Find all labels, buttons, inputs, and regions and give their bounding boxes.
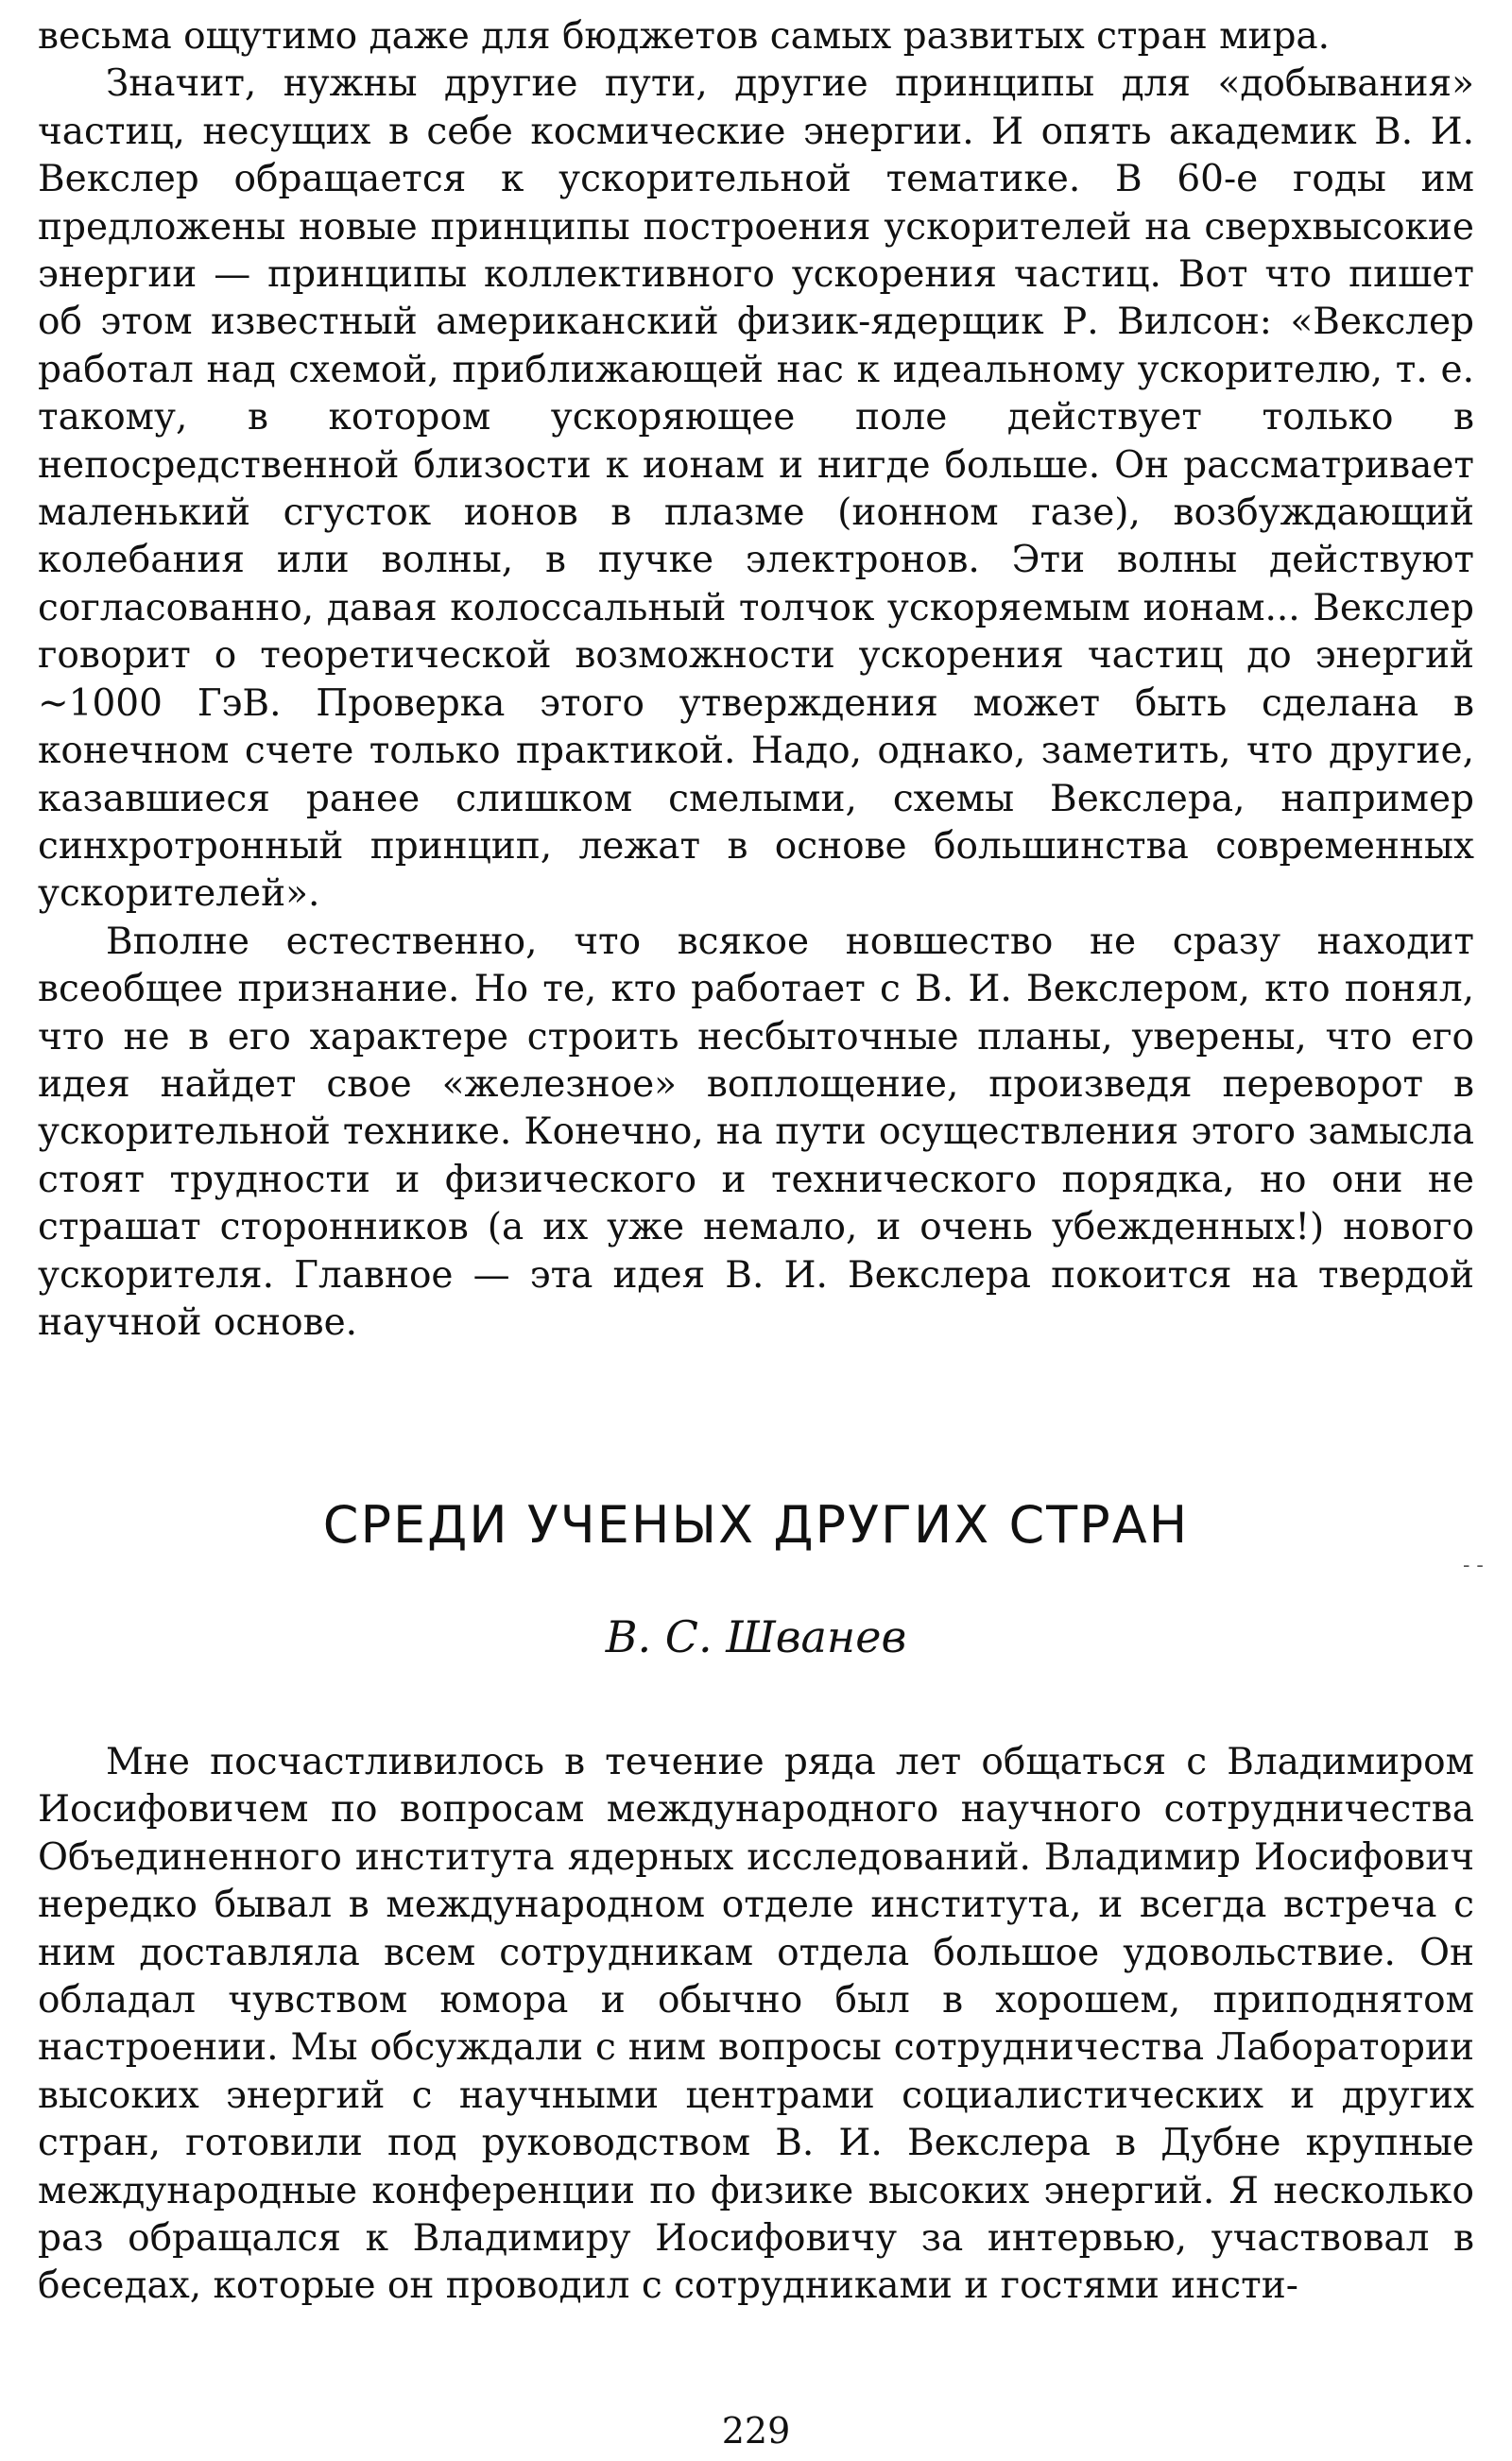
print-mark: - - (1463, 1554, 1484, 1577)
section-title: СРЕДИ УЧЕНЫХ ДРУГИХ СТРАН (322, 1495, 1190, 1555)
text-block-top (38, 13, 1474, 1347)
paragraph-international-cooperation: Мне посчастливилось в течение ряда лет общаться с Владимиром Иосифовичем по вопросам международного научного сотрудничества Объединенного института ядерных исследований. Владимир Иосифович нередко бывал в международном отделе института, и всегда встреча с ним доставляла всем сотрудникам отдела большое удовольствие. Он обладал чувством юмора и обычно был в хорошем, приподнятом настроении. Мы обсуждали с ним вопросы сотрудничества Лаборатории высоких энергий с научными центрами социалистических и других стран, готовили под руководством В. И. Векслера в Дубне крупные международные конференции по физике высоких энергий. Я несколько раз обращался к Владимиру Иосифовичу за интервью, участвовал в беседах, которые он проводил с сотрудниками и гостями инсти- (38, 1741, 1474, 2308)
paragraph-innovation-recognition: Вполне естественно, что всякое новшество не сразу находит всеобщее признание. Но те, кто работает с В. И. Векслером, кто понял, что не в его характере строить несбыточные планы, уверены, что его идея найдет свое «железное» воплощение, произведя переворот в ускорительной технике. Конечно, на пути осуществления этого замысла стоят трудности и физического и технического порядка, но они не страшат сторонников (а их уже немало, и очень убежденных!) нового ускорителя. Главное — эта идея В. И. Векслера покоится на твердой научной основе. (38, 920, 1474, 1344)
text-block-bottom (38, 1739, 1474, 2311)
page-number: 229 (721, 2410, 791, 2452)
paragraph-vexler-accelerators: Значит, нужны другие пути, другие принципы для «добывания» частиц, несущих в себе космические энергии. И опять академик В. И. Векслер обращается к ускорительной тематике. В 60-е годы им предложены новые принципы построения ускорителей на сверхвысокие энергии — принципы коллективного ускорения частиц. Вот что пишет об этом известный американский физик-ядерщик Р. Вилсон: «Векслер работал над схемой, приближающей нас к идеальному ускорителю, т. е. такому, в котором ускоряющее поле действует только в непосредственной близости к ионам и нигде больше. Он рассматривает маленький сгусток ионов в плазме (ионном газе), возбуждающий колебания или волны, в пучке электронов. Эти волны действуют согласованно, давая колоссальный толчок ускоряемым ионам... Векслер говорит о теоретической возможности ускорения частиц до энергий ~1000 ГэВ. Проверка этого утверждения может быть сделана в конечном счете только практикой. Надо, однако, заметить, что другие, казавшиеся ранее слишком смелыми, схемы Векслера, например синхротронный принцип, лежат в основе большинства современных ускорителей». (38, 62, 1474, 916)
paragraph-continued: весьма ощутимо даже для бюджетов самых развитых стран мира. (38, 15, 1331, 58)
section-author: В. С. Шванев (605, 1611, 907, 1662)
